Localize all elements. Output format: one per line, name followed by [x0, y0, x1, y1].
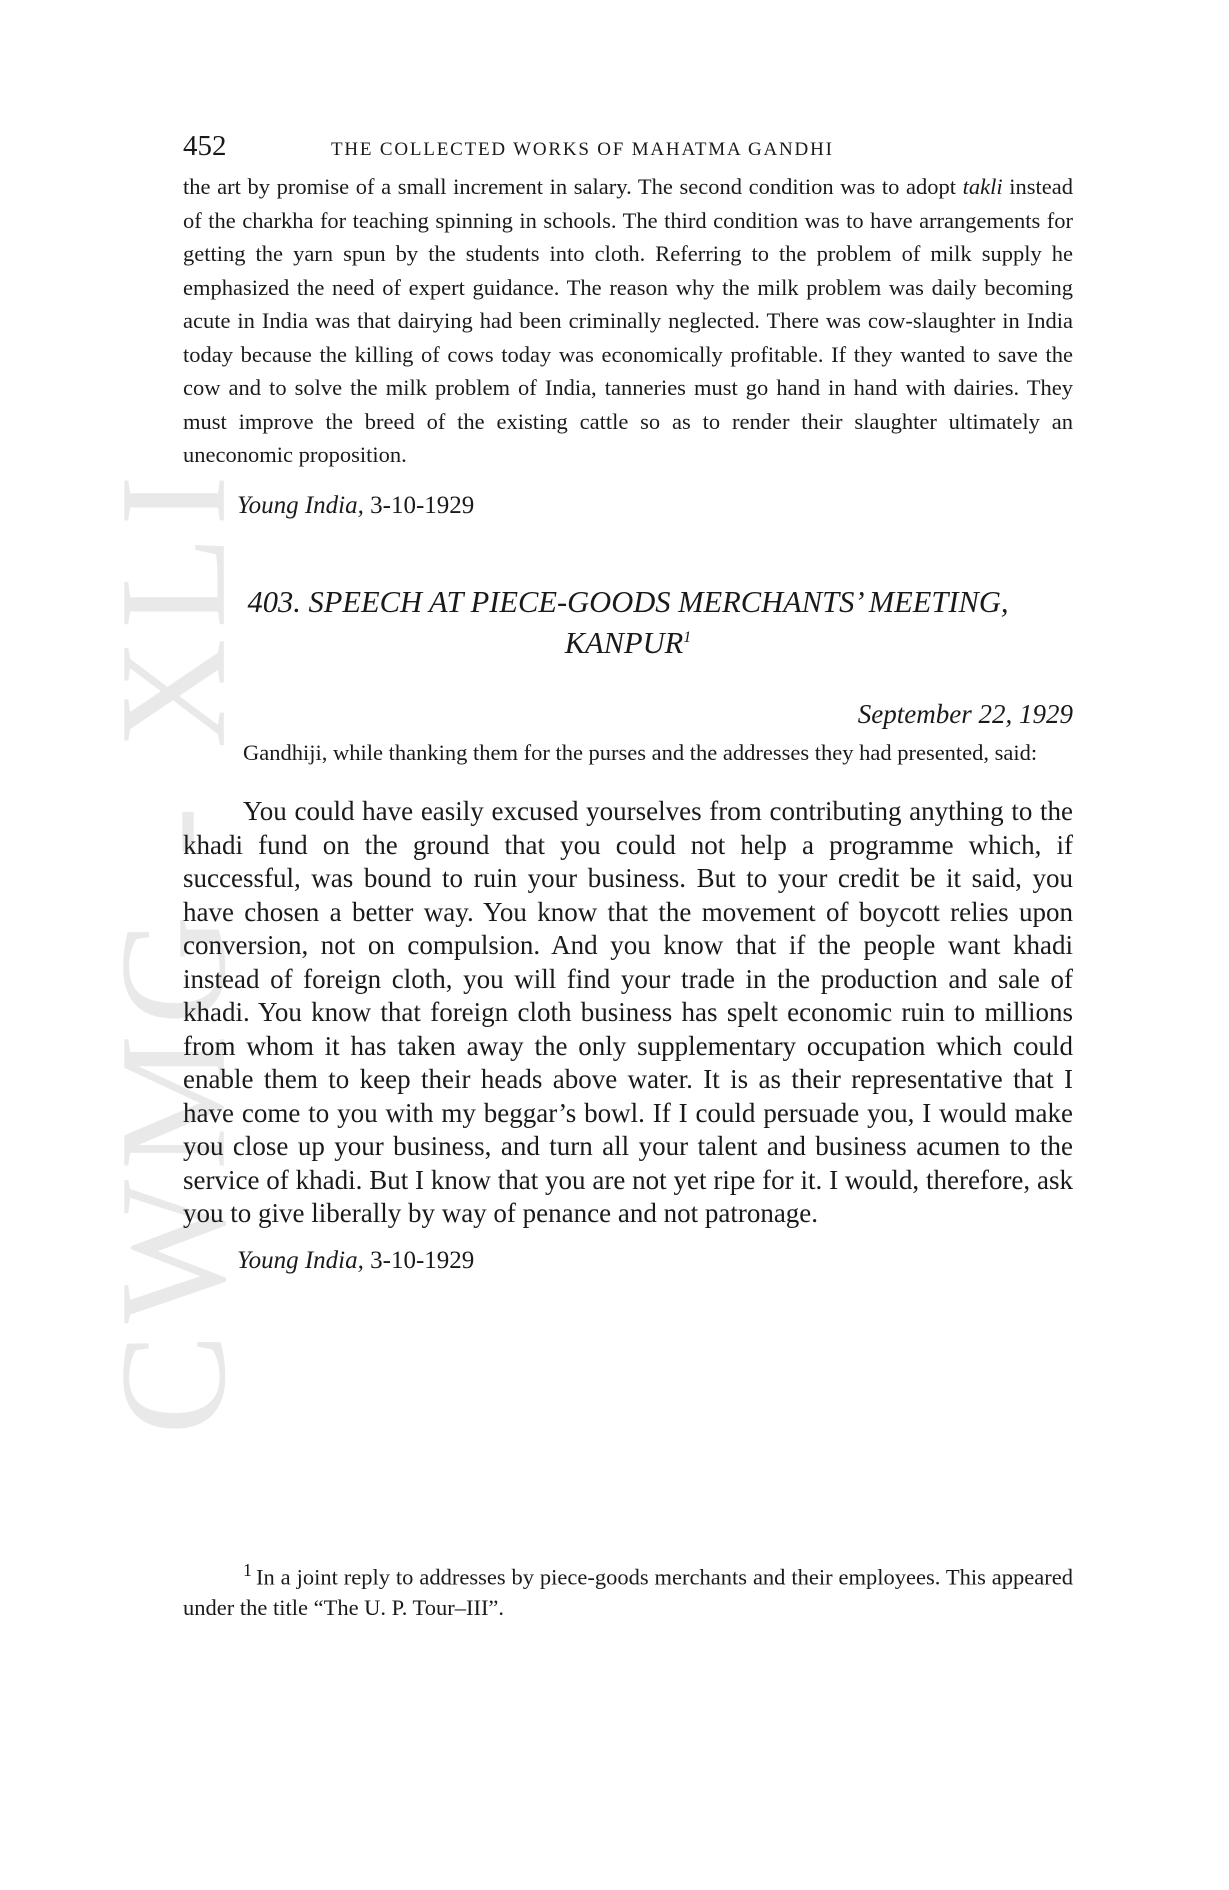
footnote-text: In a joint reply to addresses by piece-goods merchants and their employees. This appeared under the title “The U. P. Tour–III”.	[183, 1564, 1073, 1620]
footnote-mark: 1	[243, 1560, 252, 1580]
source-citation-1	[237, 492, 1073, 520]
section-date: September 22, 1929	[857, 698, 1073, 729]
source-2-date: 3-10-1929	[370, 1246, 475, 1274]
source-citation-2	[237, 1247, 1073, 1275]
source-1-publication: Young India,	[237, 491, 364, 519]
section-heading	[183, 584, 1073, 661]
section-heading-footnote-mark: 1	[683, 628, 692, 646]
source-2-publication: Young India,	[237, 1246, 364, 1274]
speech-paragraph: You could have easily excused yourselves from contributing anything to the khadi fund on the ground that you could not help a programme which, if successful, was bound to ruin your business. But to your credit be it said, you have chosen a better way. You know that the movement of boycott relies upon conversion, not on compulsion. And you know that if the people want khadi instead of foreign cloth, you will find your trade in the production and sale of khadi. You know that foreign cloth business has spelt economic ruin to millions from whom it has taken away the only supplementary occupation which could enable them to keep their heads above water. It is as their representative that I have come to you with my beggar’s bowl. If I could persuade you, I would make you close up your business, and turn all your talent and business acumen to the service of khadi. But I know that you are not yet ripe for it. I would, therefore, ask you to give liberally by way of penance and not patronage.	[183, 796, 1073, 1229]
page-content	[183, 130, 1073, 1620]
section-heading-line-1: 403. SPEECH AT PIECE-GOODS MERCHANTS’ MEETING,	[247, 584, 1009, 619]
running-head	[183, 130, 1073, 170]
continuation-italic-term: takli	[962, 174, 1003, 199]
footnote	[183, 1555, 1073, 1623]
source-1-date: 3-10-1929	[370, 491, 475, 519]
intro-paragraph: Gandhiji, while thanking them for the purses and the addresses they had presented, said:	[243, 739, 1038, 765]
section-heading-line-2-wrap	[193, 620, 1063, 661]
continuation-paragraph	[183, 170, 1073, 472]
continuation-text-1: the art by promise of a small increment in salary. The second condition was to adopt	[183, 174, 963, 199]
section-heading-line-2: KANPUR	[564, 625, 684, 660]
page-number: 452	[183, 130, 227, 162]
continuation-text-2: instead of the charkha for teaching spinning in schools. The third condition was to have arrangements for getting the yarn spun by the students into cloth. Referring to the problem of milk supply he emphasized the need of expert guidance. The reason why the milk problem was daily becoming acute in India was that dairying had been criminally neglected. There was cow-slaughter in India today because the killing of cows today was economically profitable. If they wanted to save the cow and to solve the milk problem of India, tanneries must go hand in hand with dairies. They must improve the breed of the existing cattle so as to render their slaughter ultimately an uneconomic proposition.	[183, 174, 1073, 467]
watermark-text: CWMG - XLI	[89, 465, 257, 1435]
running-title: THE COLLECTED WORKS OF MAHATMA GANDHI	[331, 139, 834, 160]
